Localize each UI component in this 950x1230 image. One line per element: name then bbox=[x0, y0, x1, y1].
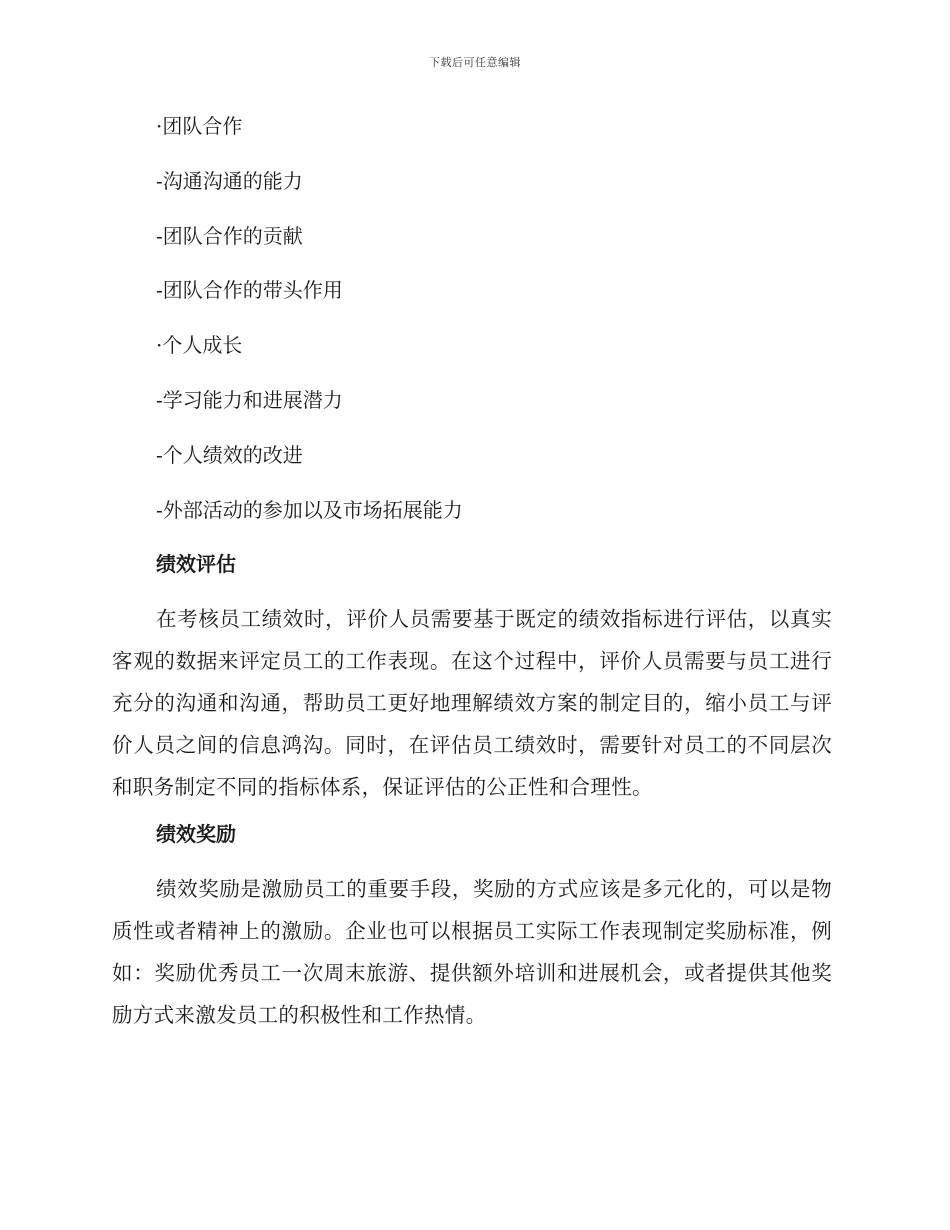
document-body bbox=[112, 108, 832, 1036]
header-note: 下载后可任意编辑 bbox=[429, 56, 521, 69]
paragraph-performance-evaluation: 在考核员工绩效时，评价人员需要基于既定的绩效指标进行评估，以真实客观的数据来评定员工的工作表现。在这个过程中，评价人员需要与员工进行充分的沟通和沟通，帮助员工更好地理解绩效方案的制定目的，缩小员工与评价人员之间的信息鸿沟。同时，在评估员工绩效时，需要针对员工的不同层次和职务制定不同的指标体系，保证评估的公正性和合理性。 bbox=[112, 607, 832, 800]
list-item: -外部活动的参加以及市场拓展能力 bbox=[156, 497, 463, 522]
list-item: -沟通沟通的能力 bbox=[156, 168, 303, 193]
list-item: ·个人成长 bbox=[156, 333, 243, 358]
list-item: -学习能力和进展潜力 bbox=[156, 387, 343, 412]
paragraph-performance-reward: 绩效奖励是激励员工的重要手段，奖励的方式应该是多元化的，可以是物质性或者精神上的激励。企业也可以根据员工实际工作表现制定奖励标准，例如：奖励优秀员工一次周末旅游、提供额外培训和进展机会，或者提供其他奖励方式来激发员工的积极性和工作热情。 bbox=[112, 877, 832, 1028]
list-item: -团队合作的贡献 bbox=[156, 223, 303, 248]
list-item: ·团队合作 bbox=[156, 114, 243, 138]
section-heading-performance-reward: 绩效奖励 bbox=[156, 822, 236, 847]
list-item: -团队合作的带头作用 bbox=[156, 278, 343, 303]
section-heading-performance-evaluation: 绩效评估 bbox=[156, 552, 236, 577]
list-item: -个人绩效的改进 bbox=[156, 442, 303, 467]
